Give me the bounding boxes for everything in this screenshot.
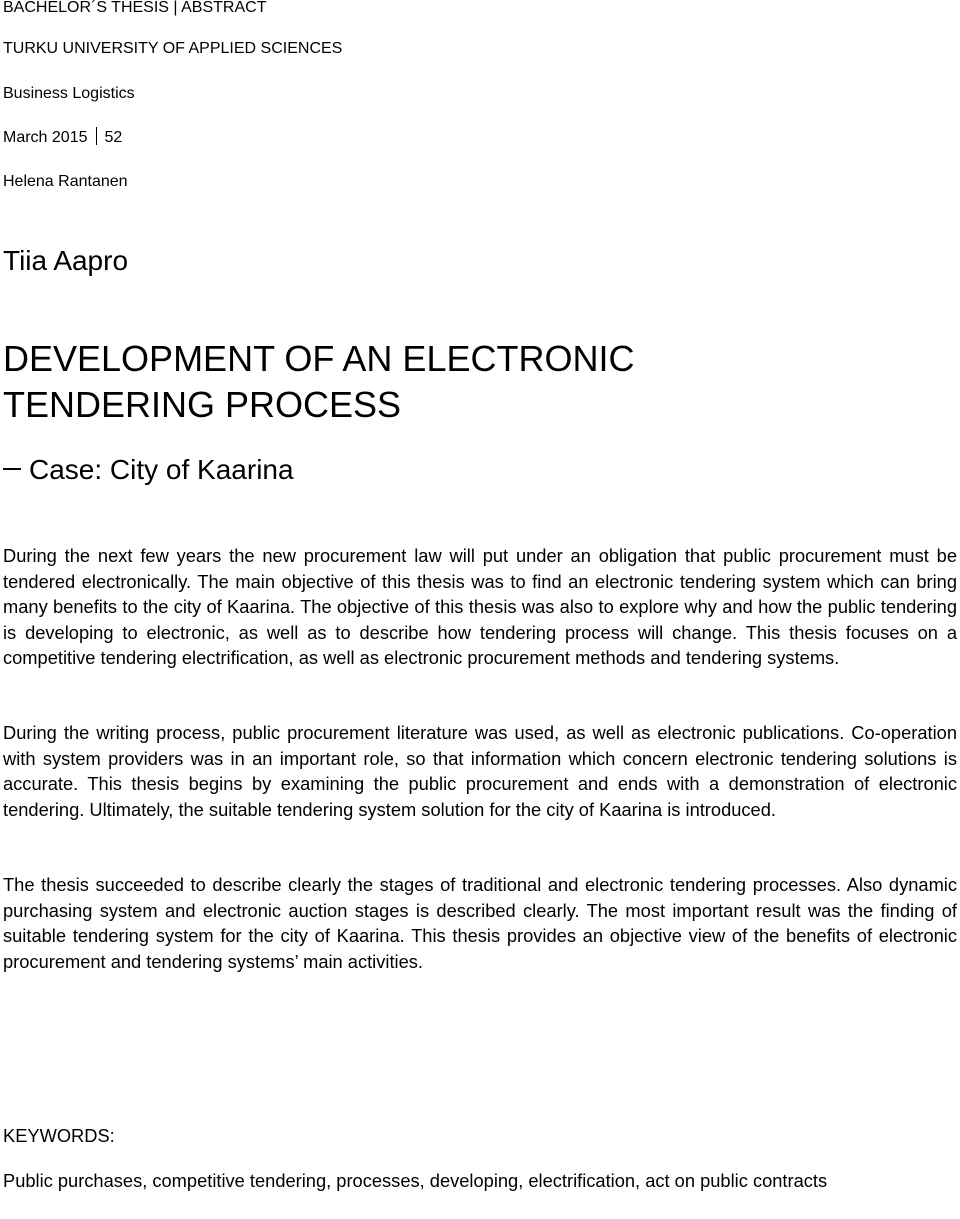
thesis-subtitle	[3, 452, 294, 488]
abstract-paragraph-1: During the next few years the new procurement law will put under an obligation that public procurement must be tendered electronically. The main objective of this thesis was to find an electronic tendering system which can bring many benefits to the city of Kaarina. The objective of this thesis was also to explore why and how the public tendering is developing to electronic, as well as to describe how tendering process will change. This thesis focuses on a competitive tendering electrification, as well as electronic procurement methods and tendering systems.	[3, 545, 957, 668]
author-name: Tiia Aapro	[3, 245, 129, 276]
doc-type-line: BACHELOR´S THESIS | ABSTRACT	[3, 0, 267, 16]
abstract-paragraph-3: The thesis succeeded to describe clearly the stages of traditional and electronic tendering processes. Also dynamic purchasing system and electronic auction stages is described clearly. The most important result was the finding of suitable tendering system for the city of Kaarina. This thesis provides an objective view of the benefits of electronic procurement and tendering systems’ main activities.	[3, 874, 957, 972]
abstract-paragraph-2: During the writing process, public procurement literature was used, as well as electronic publications. Co-operation with system providers was in an important role, so that information which concern electronic tendering solutions is accurate. This thesis begins by examining the public procurement and ends with a demonstration of electronic tendering. Ultimately, the suitable tendering system solution for the city of Kaarina is introduced.	[3, 722, 957, 820]
date-pages-line	[3, 127, 122, 148]
separator-bar	[96, 127, 97, 145]
title-line-1: DEVELOPMENT OF AN ELECTRONIC	[3, 338, 635, 379]
thesis-title	[3, 336, 634, 428]
keywords-label: KEYWORDS:	[3, 1125, 115, 1146]
dash-mark	[3, 468, 21, 470]
title-line-2: TENDERING PROCESS	[3, 384, 402, 425]
page-count: 52	[104, 129, 123, 146]
supervisor-line: Helena Rantanen	[3, 173, 128, 190]
subtitle-text: Case: City of Kaarina	[29, 454, 294, 485]
date-text: March 2015	[3, 129, 88, 146]
keywords-text: Public purchases, competitive tendering, processes, developing, electrification, act on public contracts	[3, 1170, 828, 1191]
programme-line: Business Logistics	[3, 85, 135, 102]
university-line: TURKU UNIVERSITY OF APPLIED SCIENCES	[3, 40, 343, 57]
